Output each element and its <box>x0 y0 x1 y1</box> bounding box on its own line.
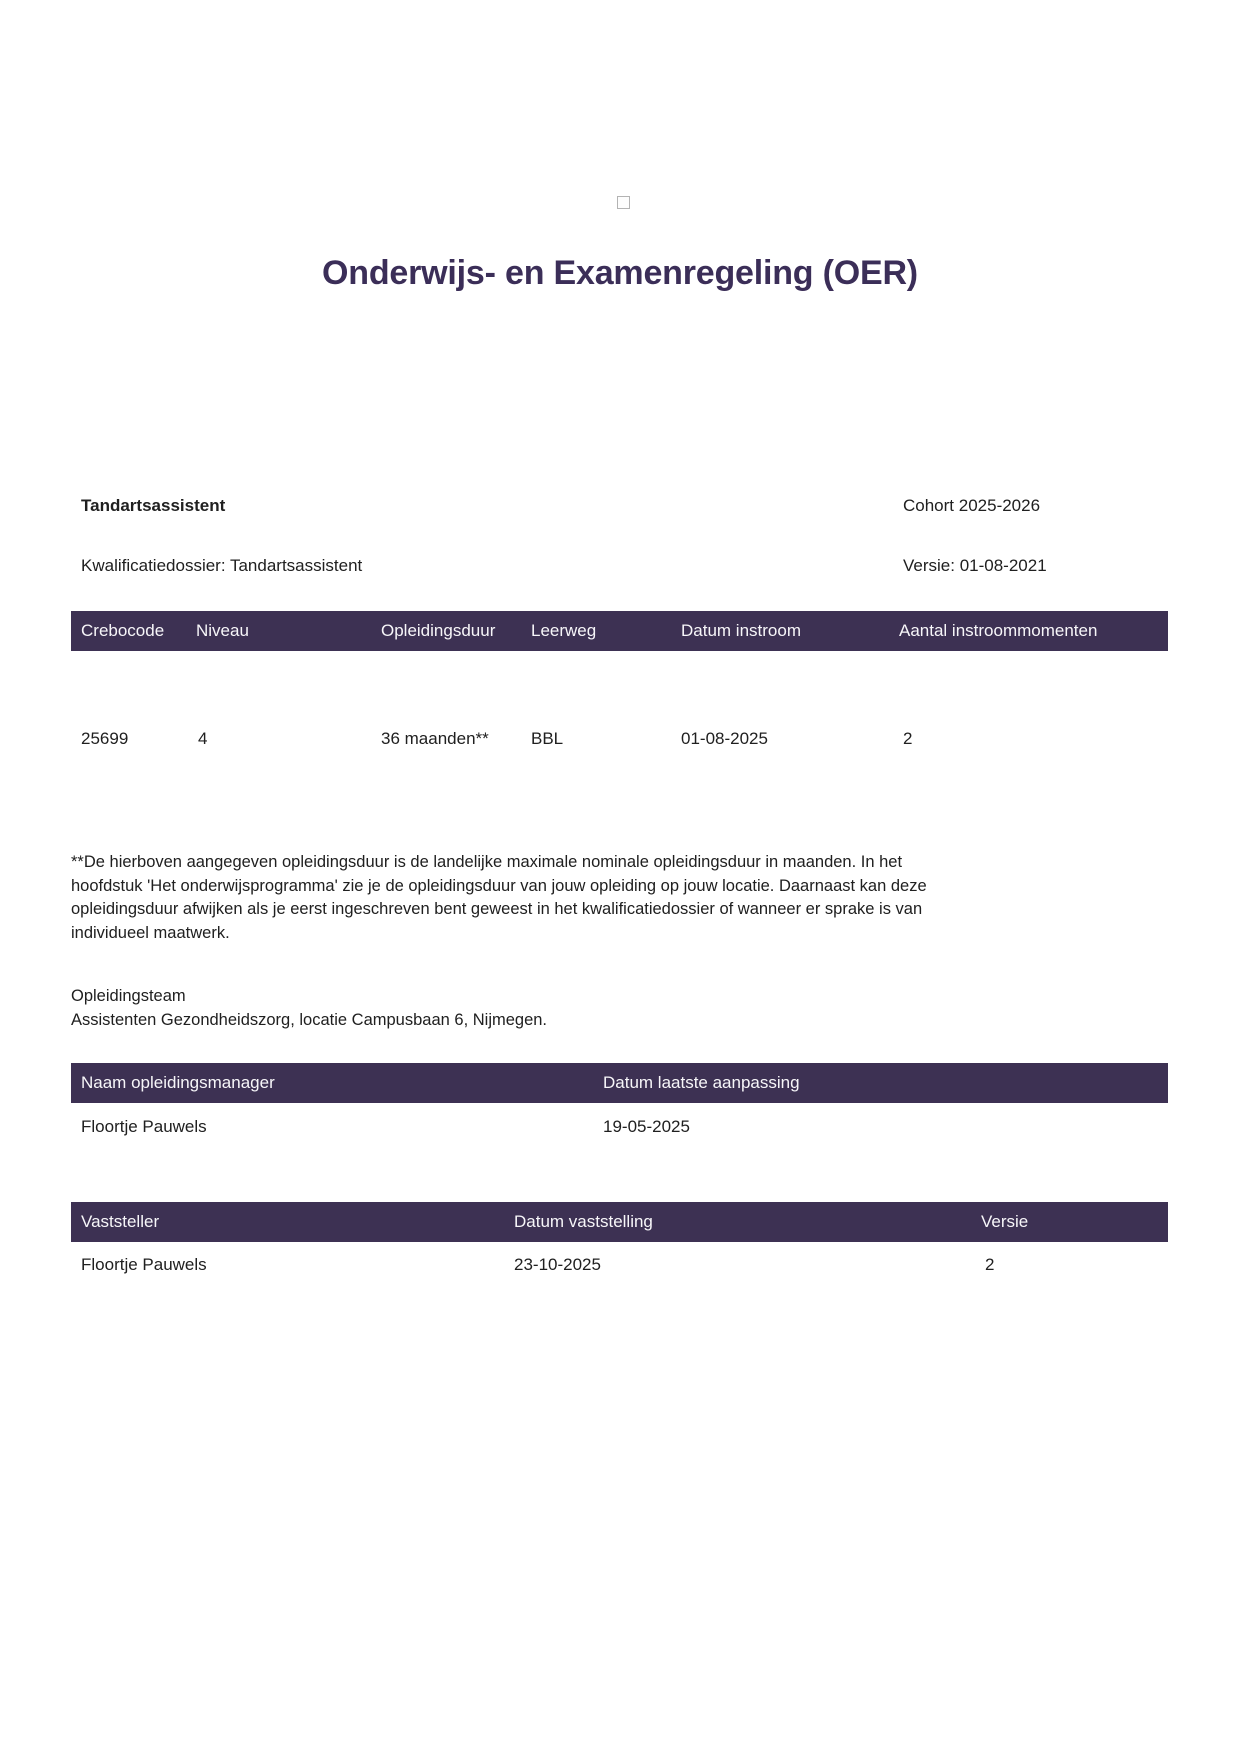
kwalificatiedossier-value: Kwalificatiedossier: Tandartsassistent <box>81 556 363 575</box>
versie-value: Versie: 01-08-2021 <box>903 556 1047 575</box>
intake-cell-niveau: 4 <box>198 729 208 748</box>
manager-cell-naam: Floortje Pauwels <box>81 1117 207 1136</box>
intake-table-row <box>71 728 1168 750</box>
vaststelling-header-datum: Datum vaststelling <box>514 1212 653 1231</box>
opleidingsteam-block <box>71 984 1181 1032</box>
missing-image-placeholder-icon <box>617 196 630 209</box>
footnote-line: individueel maatwerk. <box>71 923 230 942</box>
cohort-value: Cohort 2025-2026 <box>903 496 1041 515</box>
vaststelling-cell-vaststeller: Floortje Pauwels <box>81 1255 207 1274</box>
footnote-line: opleidingsduur afwijken als je eerst ingeschreven bent geweest in het kwalificatiedossier of wanneer er sprake is van <box>71 900 923 918</box>
intake-header-leerweg: Leerweg <box>531 621 597 640</box>
manager-cell-datum-aanpassing: 19-05-2025 <box>603 1117 690 1136</box>
opleidingsteam-description: Assistenten Gezondheidszorg, locatie Campusbaan 6, Nijmegen. <box>71 1011 548 1029</box>
intake-cell-crebocode: 25699 <box>81 729 129 748</box>
vaststelling-table-row <box>71 1254 1168 1276</box>
intake-cell-leerweg: BBL <box>531 729 564 748</box>
page-title: Onderwijs- en Examenregeling (OER) <box>322 254 918 292</box>
manager-header-naam: Naam opleidingsmanager <box>81 1073 275 1092</box>
vaststelling-cell-versie: 2 <box>985 1255 995 1274</box>
vaststelling-header-vaststeller: Vaststeller <box>81 1212 160 1231</box>
intake-header-datum-instroom: Datum instroom <box>681 621 801 640</box>
manager-header-datum-aanpassing: Datum laatste aanpassing <box>603 1073 800 1092</box>
footnote-line: hoofdstuk 'Het onderwijsprogramma' zie je de opleidingsduur van jouw opleiding op jouw locatie. Daarnaast kan deze <box>71 876 927 895</box>
manager-table-header <box>71 1063 1168 1103</box>
footnote-line: **De hierboven aangegeven opleidingsduur is de landelijke maximale nominale opleidingsduur in maanden. In het <box>71 853 903 871</box>
vaststelling-table-header <box>71 1202 1168 1242</box>
opleidingsduur-footnote <box>71 851 1181 945</box>
intake-cell-aantal-instroommomenten: 2 <box>903 729 913 748</box>
manager-table-row <box>71 1116 1168 1138</box>
vaststelling-cell-datum: 23-10-2025 <box>514 1255 601 1274</box>
vaststelling-header-versie: Versie <box>981 1212 1029 1231</box>
intake-table-header <box>71 611 1168 651</box>
program-name: Tandartsassistent <box>81 496 226 515</box>
intake-header-opleidingsduur: Opleidingsduur <box>381 621 496 640</box>
intake-header-aantal-instroommomenten: Aantal instroommomenten <box>899 621 1098 640</box>
intake-header-niveau: Niveau <box>196 621 249 640</box>
intake-cell-datum-instroom: 01-08-2025 <box>681 729 768 748</box>
intake-cell-opleidingsduur: 36 maanden** <box>381 729 489 748</box>
intake-header-crebocode: Crebocode <box>81 621 165 640</box>
opleidingsteam-heading: Opleidingsteam <box>71 987 186 1005</box>
